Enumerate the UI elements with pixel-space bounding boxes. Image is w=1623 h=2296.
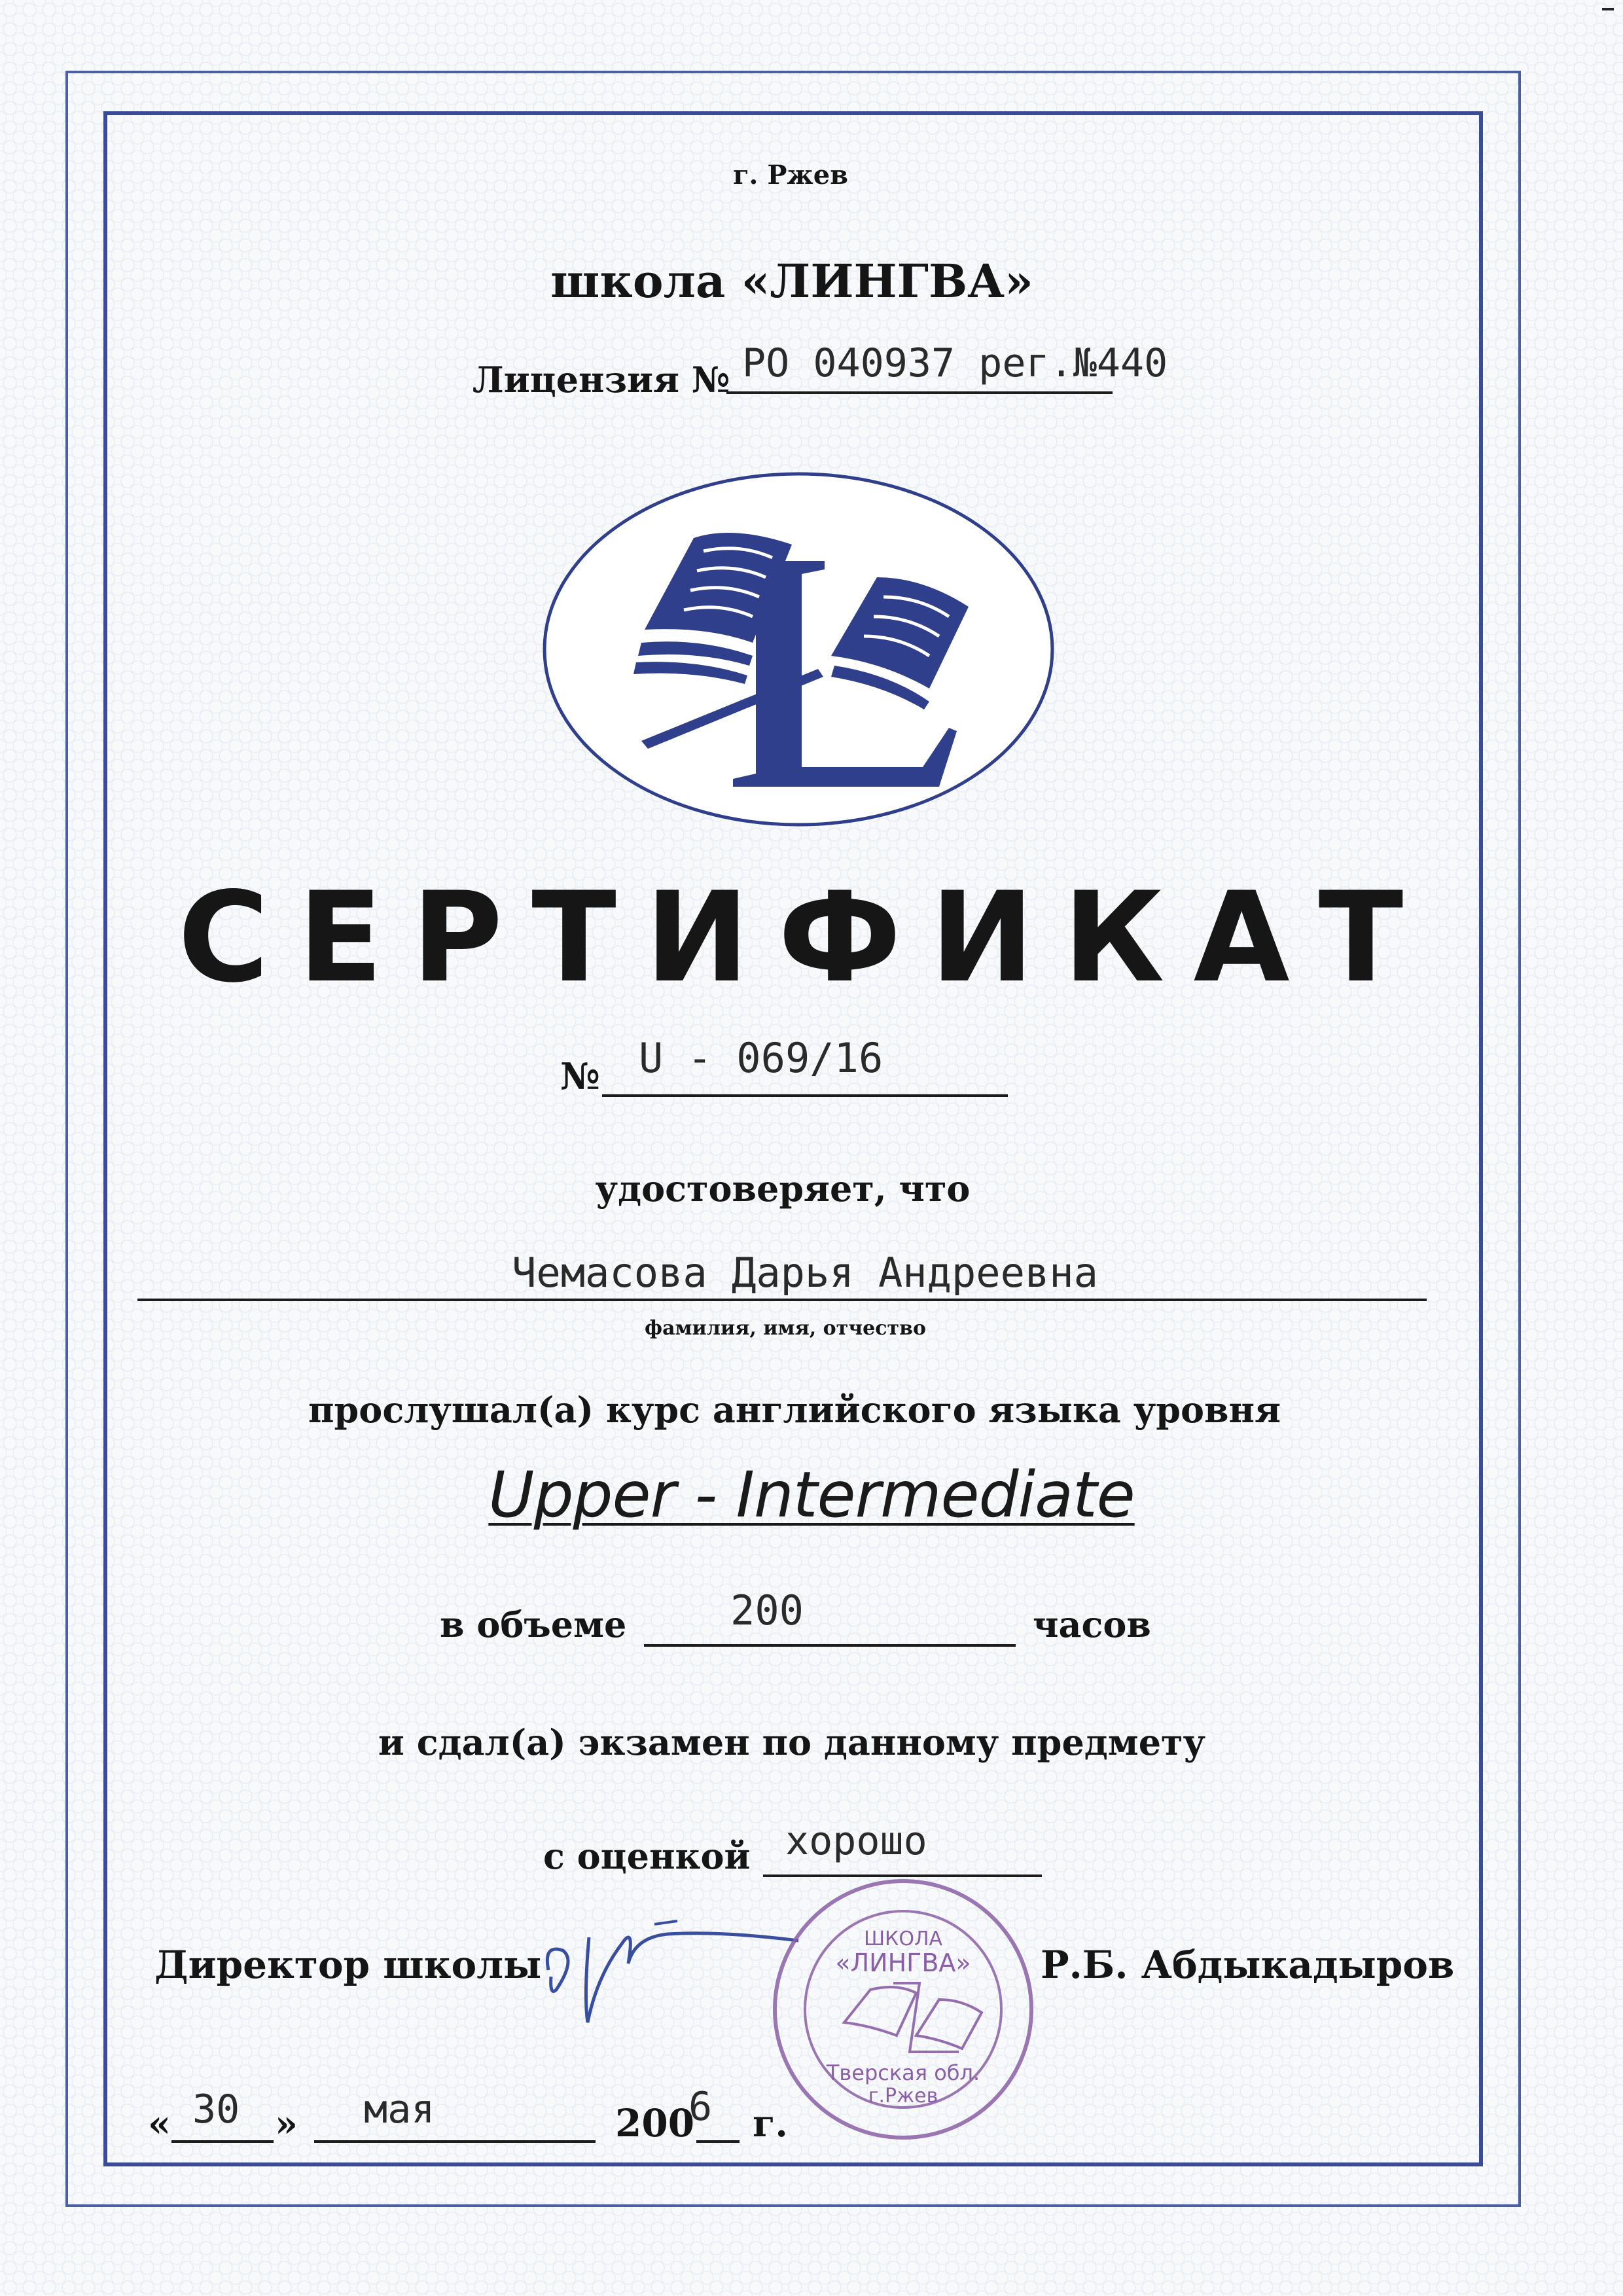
hours-label: часов: [1033, 1604, 1151, 1645]
corner-mark: [1602, 8, 1614, 10]
year-underline: [696, 2140, 740, 2143]
date-close-quote: »: [275, 2102, 298, 2145]
certificate-title: СЕРТИФИКАТ: [177, 865, 1433, 1010]
grade-label: с оценкой: [543, 1835, 751, 1877]
grade-value: хорошо: [785, 1818, 927, 1864]
date-year-label: г.: [753, 2102, 788, 2145]
stamp-name: «ЛИНГВА»: [835, 1948, 971, 1977]
month-underline: [314, 2140, 596, 2143]
director-label: Директор школы: [154, 1943, 542, 1987]
date-year-suffix: 6: [688, 2084, 713, 2130]
number-underline: [602, 1094, 1008, 1097]
license-underline: [726, 391, 1113, 394]
number-label: №: [560, 1055, 600, 1098]
date-open-quote: «: [148, 2102, 171, 2145]
school-name: школа «ЛИНГВА»: [550, 254, 1033, 308]
course-level: Upper - Intermediate: [488, 1458, 1135, 1532]
hours-value: 200: [730, 1587, 804, 1634]
name-caption: фамилия, имя, отчество: [645, 1317, 926, 1340]
certificate-number: U - 069/16: [639, 1034, 883, 1082]
exam-text: и сдал(а) экзамен по данному предмету: [378, 1721, 1206, 1763]
certifies-text: удостоверяет, что: [595, 1168, 971, 1210]
date-day: 30: [192, 2087, 240, 2132]
stamp-top-text: ШКОЛА: [863, 1928, 943, 1950]
name-underline: [137, 1299, 1427, 1301]
day-underline: [171, 2140, 274, 2143]
school-stamp: [766, 1872, 1041, 2147]
stamp-city: г.Ржев: [868, 2085, 938, 2108]
hours-underline: [644, 1644, 1016, 1647]
city-label: г. Ржев: [732, 160, 849, 190]
school-emblem-logo: [537, 466, 1060, 833]
volume-label: в объеме: [440, 1604, 627, 1645]
license-label: Лицензия №: [473, 359, 730, 401]
recipient-name: Чемасова Дарья Андреевна: [512, 1249, 1098, 1297]
course-text: прослушал(а) курс английского языка уровня: [308, 1389, 1281, 1431]
date-year-prefix: 200: [615, 2101, 695, 2145]
director-name: Р.Б. Абдыкадыров: [1041, 1943, 1455, 1987]
stamp-region: Тверская обл.: [826, 2060, 980, 2085]
date-month: мая: [364, 2087, 435, 2132]
license-number: РО 040937 рег.№440: [742, 340, 1168, 386]
